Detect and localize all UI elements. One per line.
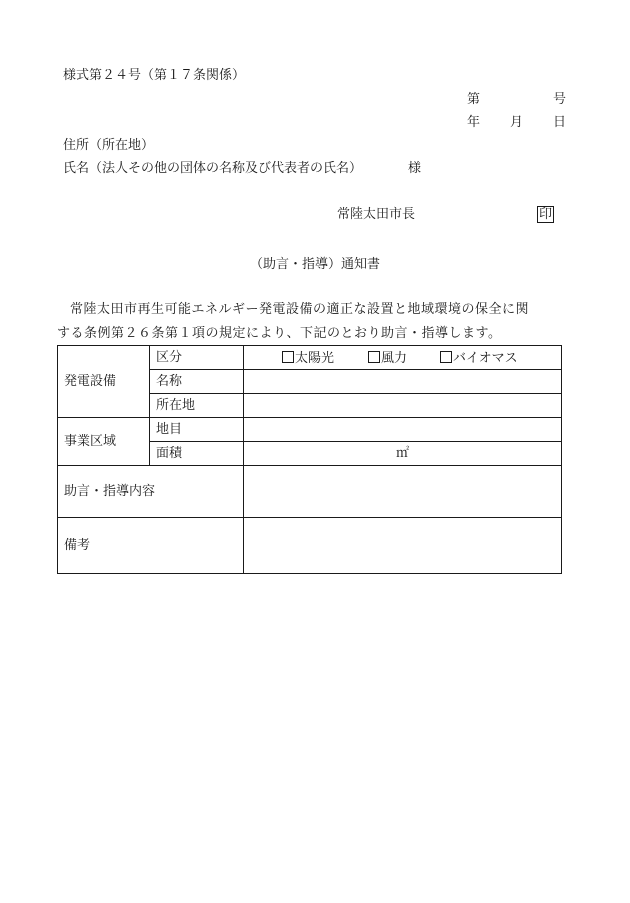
seal-mark [537,206,554,223]
body-line-2: する条例第２６条第１項の規定により、下記のとおり助言・指導します。 [57,326,502,341]
solar-checkbox[interactable] [282,351,294,363]
document-title: （助言・指導）通知書 [249,257,380,272]
row-land-category [58,418,562,442]
land-category-label: 地目 [150,418,244,442]
area-label: 面積 [150,442,244,466]
seal-text: 印 [539,207,553,222]
row-advice [58,466,562,518]
area-unit: ㎡ [395,446,409,461]
advice-field[interactable] [244,466,562,518]
date-year: 年 [467,115,481,130]
location-field[interactable] [244,394,562,418]
category-label: 区分 [150,346,244,370]
option-solar[interactable]: 太陽光 [282,351,368,365]
form-number: 様式第２４号（第１７条関係） [63,68,246,83]
body-text [57,298,567,346]
name-field[interactable] [244,370,562,394]
row-category [58,346,562,370]
addressee-name: 氏名（法人その他の団体の名称及び代表者の氏名） [63,161,363,176]
remarks-field[interactable] [244,518,562,574]
remarks-label: 備考 [58,518,244,574]
option-wind[interactable]: 風力 [368,351,440,365]
addressee-address: 住所（所在地） [63,138,155,153]
option-biomass[interactable]: バイオマス [440,351,518,365]
row-remarks [58,518,562,574]
honorific: 様 [408,161,422,176]
land-category-field[interactable] [244,418,562,442]
category-options [244,346,562,370]
issuer-title: 常陸太田市長 [337,207,416,222]
number-suffix: 号 [553,92,567,107]
number-prefix: 第 [467,92,481,107]
biomass-checkbox[interactable] [440,351,452,363]
advice-label: 助言・指導内容 [58,466,244,518]
body-line-1: 常陸太田市再生可能エネルギー発電設備の適正な設置と地域環境の保全に関 [70,302,530,317]
date-month: 月 [510,115,524,130]
power-facility-label: 発電設備 [58,346,150,418]
business-area-label: 事業区域 [58,418,150,466]
notice-table [57,345,562,574]
area-field[interactable] [244,442,562,466]
location-label: 所在地 [150,394,244,418]
name-label: 名称 [150,370,244,394]
wind-checkbox[interactable] [368,351,380,363]
date-day: 日 [553,115,567,130]
